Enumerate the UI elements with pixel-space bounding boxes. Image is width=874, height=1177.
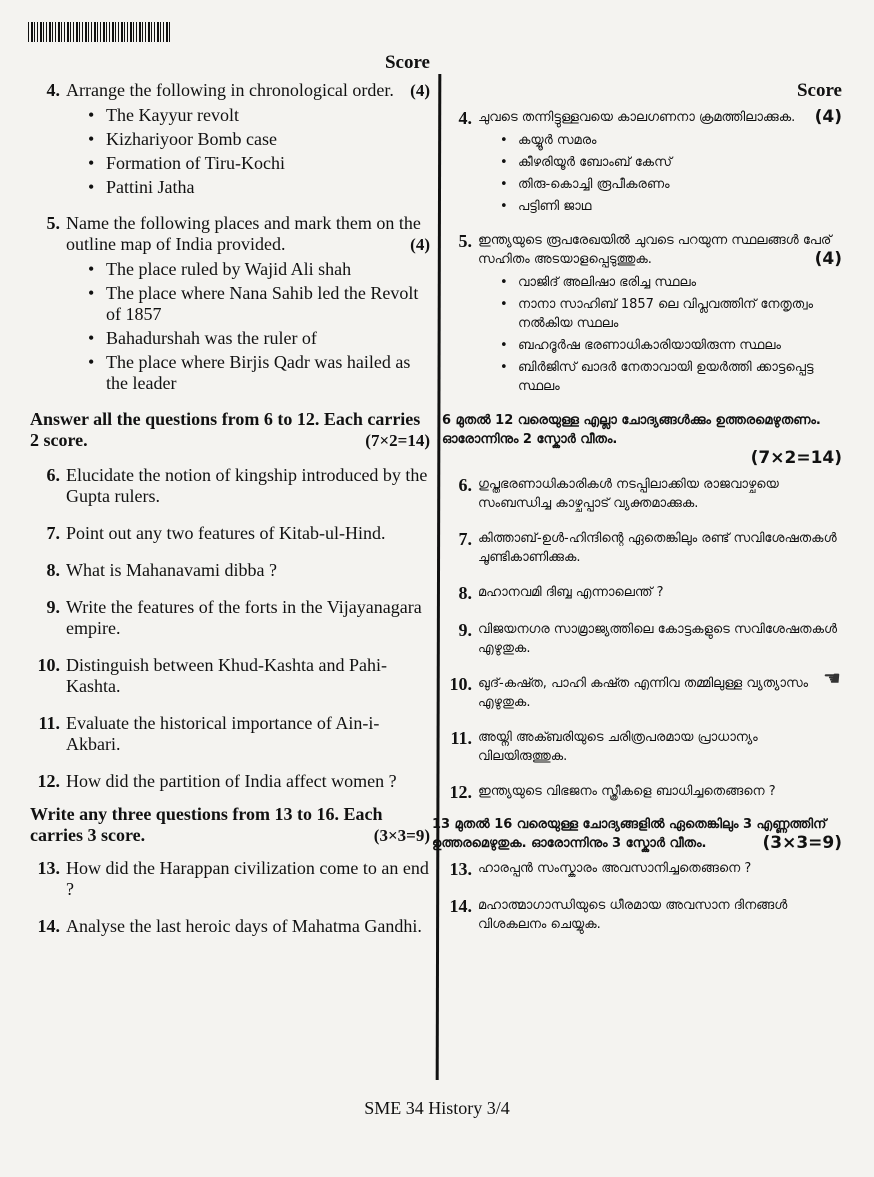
list-item: • Kizhariyoor Bomb case [88, 129, 430, 150]
list-item: • വാജിദ് അലിഷാ ഭരിച്ച സ്ഥലം [500, 273, 842, 292]
question-5 [442, 231, 842, 399]
question-12 [30, 771, 430, 792]
question-number: 10. [449, 674, 472, 694]
list-item: • ബിർജിസ് ഖാദർ നേതാവായി ഉയർത്തി ക്കാട്ടപ്പെട്ട സ്ഥലം [500, 358, 842, 396]
question-text: മഹാനവമി ദിബ്ബ എന്നാലെന്ത് ? [478, 585, 664, 600]
marks: (4) [814, 107, 842, 127]
question-number: 6. [46, 465, 60, 485]
question-9 [442, 620, 842, 658]
question-text: മഹാത്മാഗാന്ധിയുടെ ധീരമായ അവസാന ദിനങ്ങൾ വിശകലനം ചെയ്യുക. [478, 898, 788, 932]
question-11 [442, 728, 842, 766]
question-text: Distinguish between Khud-Kashta and Pahi-Kashta. [66, 655, 387, 696]
list-item: • കീഴരിയൂർ ബോംബ് കേസ് [500, 153, 842, 172]
question-number: 10. [37, 655, 60, 675]
question-13 [30, 858, 430, 900]
question-text: ഖുദ്-കഷ്ത, പാഹി കഷ്ത എന്നിവ തമ്മിലുള്ള വ്യത്യാസം എഴുതുക. [478, 676, 809, 710]
score-heading: Score [796, 80, 842, 101]
list-item: • നാനാ സാഹിബ് 1857 ലെ വിപ്ലവത്തിന് നേതൃത്വം നൽകിയ സ്ഥലം [500, 295, 842, 333]
question-number: 4. [46, 80, 60, 100]
question-number: 4. [458, 108, 472, 128]
question-5 [30, 213, 430, 397]
question-9 [30, 597, 430, 639]
question-number: 13. [37, 858, 60, 878]
list-item: • Formation of Tiru-Kochi [88, 153, 430, 174]
section-text: 13 മുതൽ 16 വരെയുള്ള ചോദ്യങ്ങളിൽ ഏതെങ്കിലും 3 എണ്ണത്തിന് ഉത്തരമെഴുതുക. ഓരോന്നിനും 3 സ്കോർ വീതം. [432, 817, 827, 851]
section-marks: (7×2=14) [750, 448, 842, 468]
question-number: 14. [37, 916, 60, 936]
question-number: 8. [458, 583, 472, 603]
question-number: 12. [449, 782, 472, 802]
question-text: Point out any two features of Kitab-ul-Hind. [66, 523, 386, 543]
marks: (4) [410, 81, 430, 100]
marks: (4) [814, 249, 842, 269]
question-text: Analyse the last heroic days of Mahatma Gandhi. [66, 916, 422, 936]
question-number: 7. [458, 529, 472, 549]
marks: (4) [410, 235, 430, 254]
question-text: Evaluate the historical importance of Ain-i-Akbari. [66, 713, 380, 754]
list-item: • The place where Nana Sahib led the Revolt of 1857 [88, 283, 430, 325]
question-number: 5. [458, 231, 472, 251]
bullet-list [66, 105, 430, 198]
question-8 [30, 560, 430, 581]
question-text: Write the features of the forts in the Vijayanagara empire. [66, 597, 422, 638]
hand-cursor-icon: ☚ [823, 668, 841, 690]
question-number: 14. [449, 896, 472, 916]
list-item: • തിരു-കൊച്ചി രൂപീകരണം [500, 175, 842, 194]
question-6 [442, 475, 842, 513]
question-text: ഗുപ്തഭരണാധികാരികൾ നടപ്പിലാക്കിയ രാജവാഴ്ചയെ സംബന്ധിച്ച കാഴ്ചപ്പാട് വ്യക്തമാക്കുക. [478, 477, 779, 511]
question-number: 11. [450, 728, 472, 748]
list-item: • The place where Birjis Qadr was hailed as the leader [88, 352, 430, 394]
bullet-list [66, 259, 430, 394]
question-number: 11. [38, 713, 60, 733]
column-divider [436, 74, 442, 1080]
bullet-list [478, 273, 842, 396]
question-text: അയ്നി അക്ബരിയുടെ ചരിത്രപരമായ പ്രാധാന്യം വിലയിരുത്തുക. [478, 730, 758, 764]
question-number: 9. [46, 597, 60, 617]
list-item: • Pattini Jatha [88, 177, 430, 198]
question-text: How did the Harappan civilization come to an end ? [66, 858, 429, 899]
question-number: 13. [449, 859, 472, 879]
question-text: ഇന്ത്യയുടെ രൂപരേഖയിൽ ചുവടെ പറയുന്ന സ്ഥലങ്ങൾ പേര് സഹിതം അടയാളപ്പെടുത്തുക. [478, 233, 832, 267]
question-11 [30, 713, 430, 755]
section-text: Write any three questions from 13 to 16. Each carries 3 score. [30, 804, 383, 845]
page-footer: SME 34 History 3/4 [364, 1098, 510, 1118]
list-item: • കയ്യൂർ സമരം [500, 131, 842, 150]
question-4 [442, 108, 842, 219]
section-heading [30, 409, 430, 451]
question-text: Arrange the following in chronological order. [66, 80, 394, 100]
section-text: 6 മുതൽ 12 വരെയുള്ള എല്ലാ ചോദ്യങ്ങൾക്കും ഉത്തരമെഴുതണം. ഓരോന്നിനും 2 സ്കോർ വീതം. [442, 413, 821, 447]
bullet-list [478, 131, 842, 216]
section-text: Answer all the questions from 6 to 12. Each carries 2 score. [30, 409, 421, 450]
question-text: How did the partition of India affect women ? [66, 771, 397, 791]
list-item: • ബഹദൂർഷ ഭരണാധികാരിയായിരുന്ന സ്ഥലം [500, 336, 842, 355]
question-text: ചുവടെ തന്നിട്ടുള്ളവയെ കാലഗണനാ ക്രമത്തിലാക്കുക. [478, 110, 796, 125]
question-10 [30, 655, 430, 697]
question-number: 8. [46, 560, 60, 580]
list-item: • The place ruled by Wajid Ali shah [88, 259, 430, 280]
question-number: 9. [458, 620, 472, 640]
question-6 [30, 465, 430, 507]
question-text: വിജയനഗര സാമ്രാജ്യത്തിലെ കോട്ടകളുടെ സവിശേഷതകൾ എഴുതുക. [478, 622, 838, 656]
question-text: What is Mahanavami dibba ? [66, 560, 277, 580]
question-number: 6. [458, 475, 472, 495]
question-12 [442, 782, 842, 803]
question-14 [30, 916, 430, 937]
barcode [28, 22, 170, 42]
question-4 [30, 80, 430, 201]
english-column [30, 52, 430, 937]
question-14 [442, 896, 842, 934]
question-text: കിത്താബ്-ഉൾ-ഹിന്ദിന്റെ ഏതെങ്കിലും രണ്ട് സവിശേഷതകൾ ചൂണ്ടികാണിക്കുക. [478, 531, 837, 565]
question-text: Name the following places and mark them on the outline map of India provided. [66, 213, 421, 254]
question-number: 5. [46, 213, 60, 233]
question-8 [442, 583, 842, 604]
question-number: 7. [46, 523, 60, 543]
question-text: ഇന്ത്യയുടെ വിഭജനം സ്ത്രീകളെ ബാധിച്ചതെങ്ങനെ ? [478, 784, 776, 799]
section-heading [442, 411, 842, 469]
section-marks: (3×3=9) [373, 826, 430, 845]
section-heading [432, 815, 842, 853]
list-item: • Bahadurshah was the ruler of [88, 328, 430, 349]
question-text: ഹാരപ്പൻ സംസ്കാരം അവസാനിച്ചതെങ്ങനെ ? [478, 861, 752, 876]
score-heading: Score [384, 52, 430, 73]
question-7 [30, 523, 430, 544]
list-item: • പട്ടിണി ജാഥ [500, 197, 842, 216]
section-marks: (7×2=14) [365, 431, 430, 450]
question-number: 12. [37, 771, 60, 791]
question-7 [442, 529, 842, 567]
section-heading [30, 804, 430, 846]
question-13 [442, 859, 842, 880]
malayalam-column [432, 80, 842, 934]
section-marks: (3×3=9) [762, 833, 842, 853]
question-text: Elucidate the notion of kingship introduced by the Gupta rulers. [66, 465, 428, 506]
question-10 [442, 674, 842, 712]
list-item: • The Kayyur revolt [88, 105, 430, 126]
